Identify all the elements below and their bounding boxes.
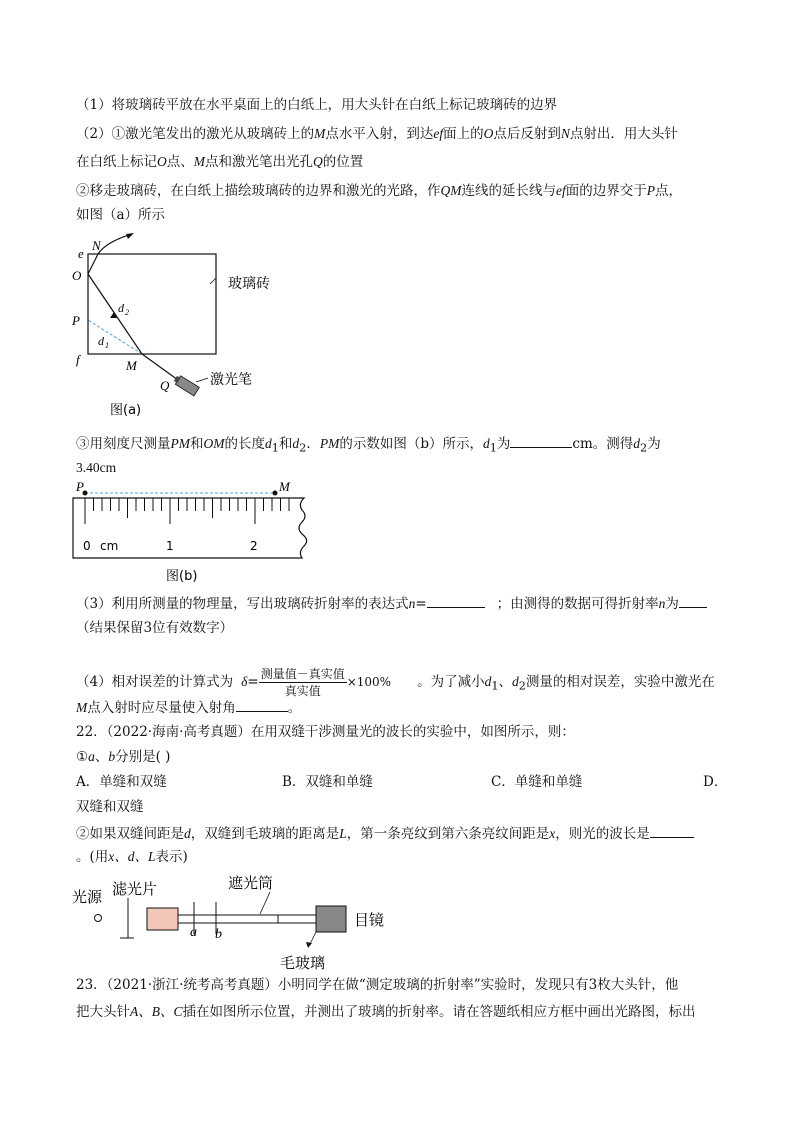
- label-b: b: [215, 927, 222, 942]
- text: ②移走玻璃砖，在白纸上描绘玻璃砖的边界和激光的光路，作: [76, 183, 441, 199]
- label-P: P: [76, 480, 84, 494]
- fraction-denominator: 真实值: [284, 684, 321, 698]
- var-a: a: [88, 749, 95, 764]
- ray-exit: [98, 234, 132, 254]
- q23-line-1: [76, 975, 678, 995]
- q3-line-1: [76, 593, 707, 614]
- var-d1: d: [484, 674, 492, 689]
- label-d2-sub: 2: [125, 308, 129, 317]
- figure-a: [70, 232, 310, 422]
- text: 插在如图所示位置，并测出了玻璃的折射率。请在答题纸相应方框中画出光路图，标出: [182, 1004, 696, 1020]
- ruler-unit: cm: [100, 539, 119, 553]
- label-glass: 玻璃砖: [228, 276, 270, 292]
- fraction-numerator: 测量值－真实值: [260, 667, 345, 681]
- text: 的位置: [322, 154, 364, 170]
- text: ，第一条亮纹到第六条亮纹间距是: [346, 826, 550, 842]
- var-OM: OM: [203, 436, 225, 451]
- label-eyepiece: 目镜: [354, 911, 385, 929]
- point-M: [273, 491, 278, 496]
- ray-ON: [88, 254, 98, 274]
- option-d[interactable]: [703, 772, 727, 792]
- figure-b: [70, 480, 320, 585]
- eyepiece: [316, 906, 346, 932]
- tick-label-1: 1: [166, 539, 174, 553]
- text: 为: [647, 436, 661, 452]
- step-2-line-1: [76, 124, 678, 144]
- text: 表示): [155, 849, 188, 865]
- text: 点和激光笔出光孔: [205, 154, 313, 170]
- var-M: M: [76, 700, 88, 715]
- text: 点、: [166, 154, 194, 170]
- text: =: [247, 674, 259, 690]
- label-e: e: [78, 246, 84, 261]
- glass-pointer-line: [210, 278, 216, 284]
- step-2-line-2: [76, 152, 363, 172]
- label-d1-sub: 1: [105, 341, 109, 350]
- text: 、: [94, 749, 109, 765]
- q3-line-2: [76, 618, 233, 638]
- glass-block: [88, 254, 216, 354]
- answer-blank-n-value[interactable]: [679, 593, 707, 608]
- option-b[interactable]: [282, 772, 373, 792]
- arrow-exit: [126, 233, 134, 239]
- text: 在白纸上标记: [76, 154, 157, 170]
- var-x: x: [549, 826, 556, 841]
- q22-heading: [76, 722, 575, 742]
- label-N: N: [92, 238, 101, 253]
- var-QM: QM: [440, 183, 462, 198]
- text: 。为了减小: [417, 674, 485, 690]
- figure-double-slit: [70, 872, 410, 976]
- sub: 2: [640, 441, 648, 455]
- var-d2: d: [633, 436, 641, 451]
- var-d1: d: [265, 436, 272, 451]
- step-2-line-4: [76, 205, 165, 225]
- label-Q: Q: [160, 378, 170, 393]
- text: 、: [498, 674, 512, 690]
- option-d-text: 双缝和双缝: [76, 799, 144, 815]
- sub: 2: [518, 679, 526, 693]
- var-d: d: [184, 826, 191, 841]
- text: cm。测得: [572, 436, 634, 452]
- text: 23．（2021·浙江·统考高考真题）小明同学在做“测定玻璃的折射率”实验时，发现只有3枚大头针，他: [76, 977, 679, 993]
- text: 和: [278, 436, 293, 452]
- text: 。(用: [76, 849, 109, 865]
- var-Q: Q: [313, 154, 323, 169]
- option-c-text: C．单缝和单缝: [491, 774, 583, 790]
- var-L: L: [339, 826, 347, 841]
- tick-label-2: 2: [250, 539, 258, 553]
- text: 和: [190, 436, 204, 452]
- text: ②如果双缝间距是: [76, 826, 184, 842]
- label-a: a: [190, 925, 197, 940]
- vars-xdL: x、d、L: [108, 849, 156, 864]
- text: 面的边界交于: [565, 183, 647, 199]
- var-d2: d: [292, 436, 300, 451]
- d2-value: 3.40cm: [76, 460, 117, 475]
- var-P: P: [646, 183, 655, 198]
- text: 测量的相对误差，实验中激光在: [525, 674, 715, 690]
- text: ，双缝到毛玻璃的距离是: [190, 826, 340, 842]
- option-d-label: D．: [703, 774, 728, 790]
- text: （3）利用所测量的物理量，写出玻璃砖折射率的表达式: [76, 596, 409, 612]
- sub: 1: [491, 679, 499, 693]
- label-P: P: [72, 313, 80, 328]
- var-d1: d: [483, 436, 490, 451]
- step-2-line-3: [76, 181, 682, 201]
- q4-line-2: [76, 697, 301, 718]
- text: （4）相对误差的计算式为: [76, 674, 234, 690]
- var-M: M: [193, 154, 205, 169]
- text: 的长度: [224, 436, 265, 452]
- text: 点水平入射，到达: [325, 126, 434, 142]
- sub: 1: [489, 441, 497, 455]
- var-n: n: [408, 596, 416, 611]
- text: （2）①激光笔发出的激光从玻璃砖上的: [76, 126, 315, 142]
- extension-line-PM: [88, 320, 142, 354]
- var-n: n: [658, 596, 666, 611]
- text: 点后反射到: [493, 126, 561, 142]
- step-1-text: （1）将玻璃砖平放在水平桌面上的白纸上，用大头针在白纸上标记玻璃砖的边界: [76, 97, 558, 113]
- text: 连线的延长线与: [461, 183, 556, 199]
- light-source: [95, 915, 102, 922]
- q22-part-2-line-2: [76, 847, 188, 867]
- label-filter: 滤光片: [112, 880, 158, 898]
- label-source: 光源: [72, 888, 103, 906]
- label-M: M: [126, 358, 137, 373]
- var-PM: PM: [170, 436, 190, 451]
- var-ef: ef: [556, 183, 566, 198]
- label-shield: 遮光筒: [228, 874, 274, 892]
- option-b-text: B．双缝和单缝: [282, 774, 373, 790]
- tick-label-0: 0: [83, 539, 91, 553]
- answer-blank-wavelength[interactable]: [650, 823, 694, 838]
- step-3-line-1: [76, 433, 661, 459]
- var-O: O: [483, 126, 494, 141]
- answer-blank-angle[interactable]: [236, 697, 288, 712]
- var-O: O: [157, 154, 167, 169]
- text: ③用刻度尺测量: [76, 436, 171, 452]
- sub: 2: [299, 441, 307, 455]
- var-ef: ef: [433, 126, 444, 141]
- text: 把大头针: [76, 1004, 130, 1020]
- text: （结果保留3位有效数字）: [76, 620, 234, 636]
- laser-pointer-line: [196, 378, 208, 382]
- var-M: M: [314, 126, 326, 141]
- ray-QM: [142, 354, 178, 380]
- text: 22．（2022·海南·高考真题）在用双缝干涉测量光的波长的实验中，如图所示，则：: [76, 724, 575, 740]
- text: 的示数如图（b）所示，: [339, 436, 483, 452]
- caption-b: 图(b): [166, 569, 198, 584]
- text: 为: [665, 596, 679, 612]
- option-a-text: A．单缝和双缝: [76, 774, 167, 790]
- label-screen: 毛玻璃: [280, 954, 326, 972]
- q22-part-1: [76, 747, 170, 767]
- var-PM: PM: [319, 436, 340, 451]
- text: =: [415, 596, 427, 612]
- sub: 1: [271, 441, 279, 455]
- vars-ABC: A、B、C: [130, 1004, 183, 1019]
- text: ，则光的波长是: [555, 826, 650, 842]
- text: ．: [306, 436, 320, 452]
- label-M: M: [279, 480, 290, 494]
- shield-pointer: [260, 892, 270, 914]
- var-d2: d: [512, 674, 519, 689]
- option-d-text-line[interactable]: [76, 797, 144, 817]
- label-O: O: [72, 268, 82, 283]
- screen-arrow: [306, 942, 312, 948]
- relative-error-fraction: [259, 666, 347, 699]
- text: ×100%: [346, 675, 392, 689]
- answer-blank-expression[interactable]: [427, 593, 485, 608]
- label-laser: 激光笔: [210, 372, 252, 388]
- label-f: f: [76, 352, 80, 367]
- var-b: b: [108, 749, 116, 764]
- step-1: [76, 95, 557, 115]
- text: 为: [496, 436, 511, 452]
- text: ①: [76, 749, 89, 765]
- filter: [147, 908, 178, 930]
- text: 如图（a）所示: [76, 207, 166, 223]
- text: 点，: [655, 183, 682, 199]
- q22-part-2: [76, 823, 694, 844]
- answer-blank-d1[interactable]: [510, 433, 572, 448]
- var-delta: δ: [241, 674, 248, 689]
- text: 面上的: [443, 126, 484, 142]
- text: ；由测得的数据可得折射率: [496, 596, 659, 612]
- text: 。: [287, 700, 302, 716]
- step-3-line-2: [76, 458, 116, 478]
- q23-line-2: [76, 1002, 696, 1022]
- var-N: N: [560, 126, 570, 141]
- text: 点入射时应尽量使入射角: [87, 700, 236, 716]
- text: 点射出．用大头针: [569, 126, 678, 142]
- text: 分别是( ): [115, 749, 171, 765]
- label-d1: d: [98, 334, 104, 348]
- screen-pointer: [310, 932, 316, 944]
- label-d2: d: [118, 301, 124, 315]
- option-c[interactable]: [491, 772, 582, 792]
- caption-a: 图(a): [110, 403, 142, 418]
- laser-pen: [173, 374, 200, 396]
- option-a[interactable]: [76, 772, 167, 792]
